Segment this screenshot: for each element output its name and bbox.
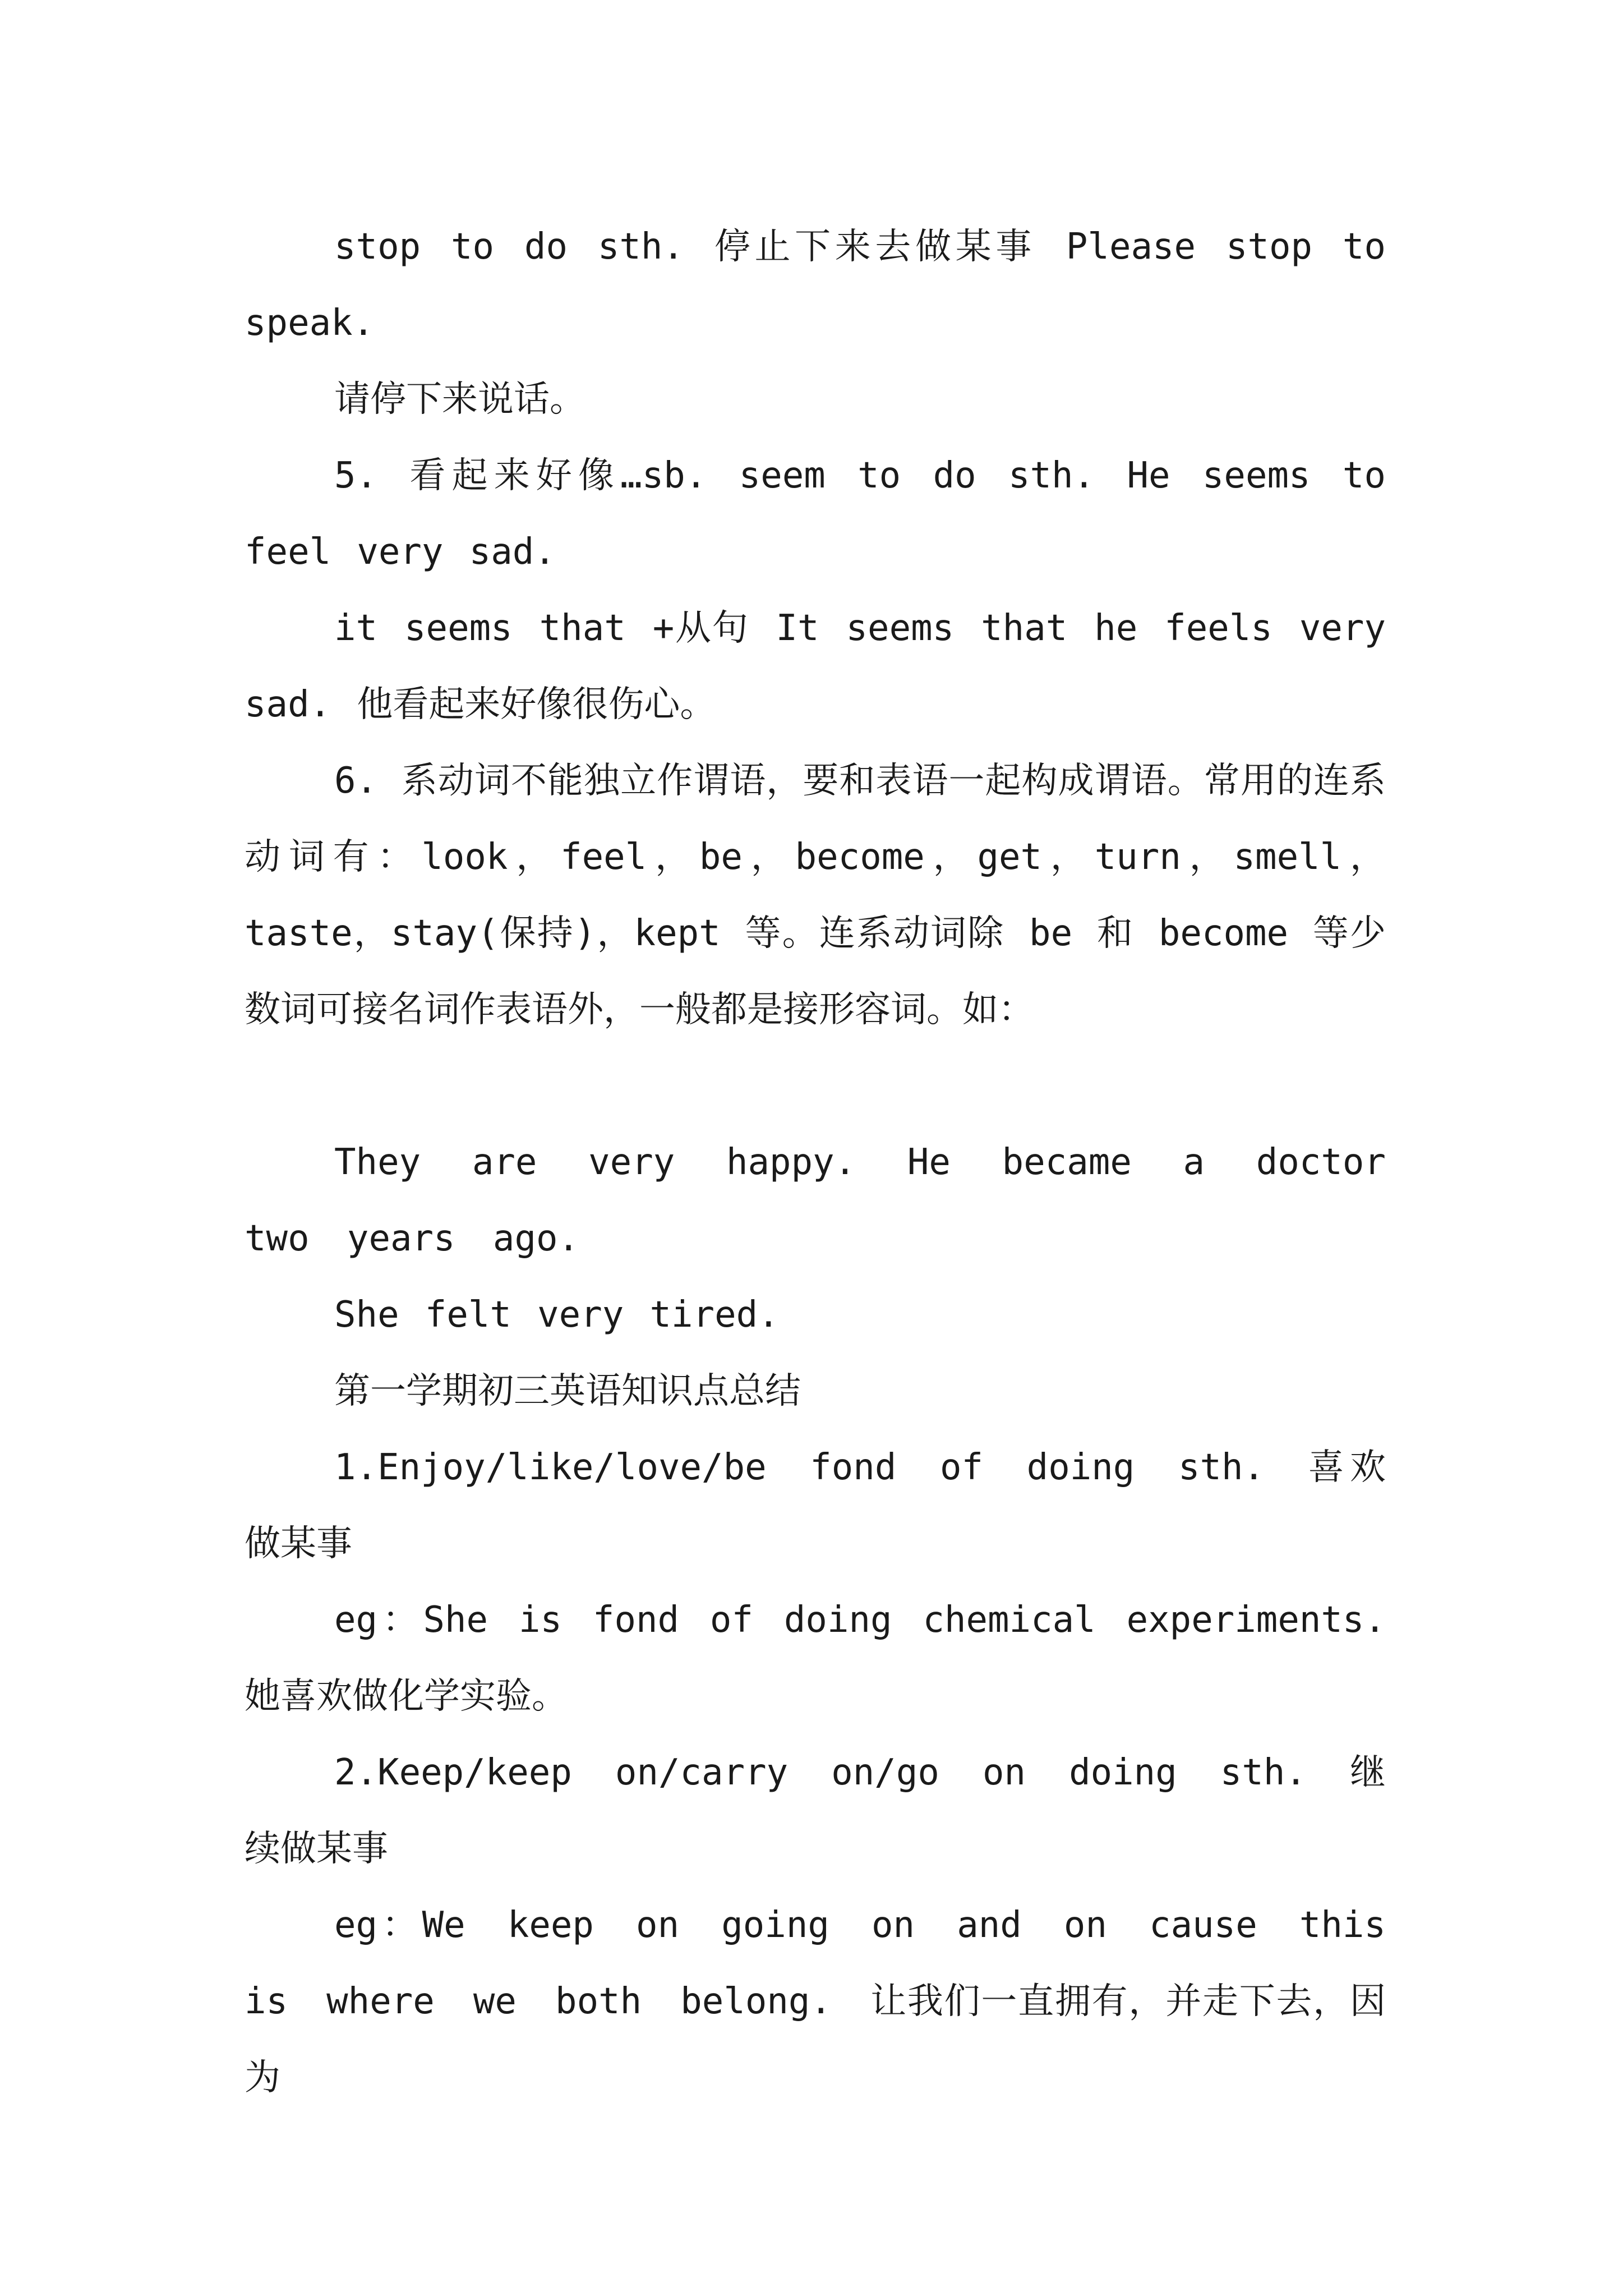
paragraph-seem-to-do: 5. 看起来好像…sb. seem to do sth. He seems to feel very sad. bbox=[245, 455, 1386, 573]
paragraph-it-seems-that: it seems that +从句 It seems that he feels very sad. 他看起来好像很伤心。 bbox=[245, 608, 1386, 725]
paragraph-linking-verbs: 6. 系动词不能独立作谓语，要和表语一起构成谓语。常用的连系动词有：look，feel，be，become，get，turn，smell，taste，stay(保持)，kept 等。连系动词除 be 和 become 等少数词可接名词作表语外，一般都是接形容词。如： bbox=[245, 760, 1386, 1030]
paragraph-enjoy-doing: 1.Enjoy/like/love/be fond of doing sth. 喜欢做某事 bbox=[245, 1447, 1386, 1565]
section-heading: 第一学期初三英语知识点总结 bbox=[334, 1370, 801, 1412]
paragraph-keep-on-example: eg：We keep on going on and on cause this is where we both belong. 让我们一直拥有，并走下去，因为 bbox=[245, 1904, 1386, 2099]
paragraph-stop-to-do: stop to do sth. 停止下来去做某事 Please stop to speak. bbox=[245, 226, 1386, 344]
paragraph-please-stop-translation: 请停下来说话。 bbox=[334, 379, 585, 420]
paragraph-keep-doing: 2.Keep/keep on/carry on/go on doing sth. 继续做某事 bbox=[245, 1752, 1386, 1870]
paragraph-fond-of-example: eg：She is fond of doing chemical experiments. 她喜欢做化学实验。 bbox=[245, 1599, 1386, 1717]
paragraph-example-happy: They are very happy. He became a doctor two years ago. bbox=[245, 1142, 1386, 1259]
paragraph-example-tired: She felt very tired. bbox=[334, 1294, 780, 1336]
